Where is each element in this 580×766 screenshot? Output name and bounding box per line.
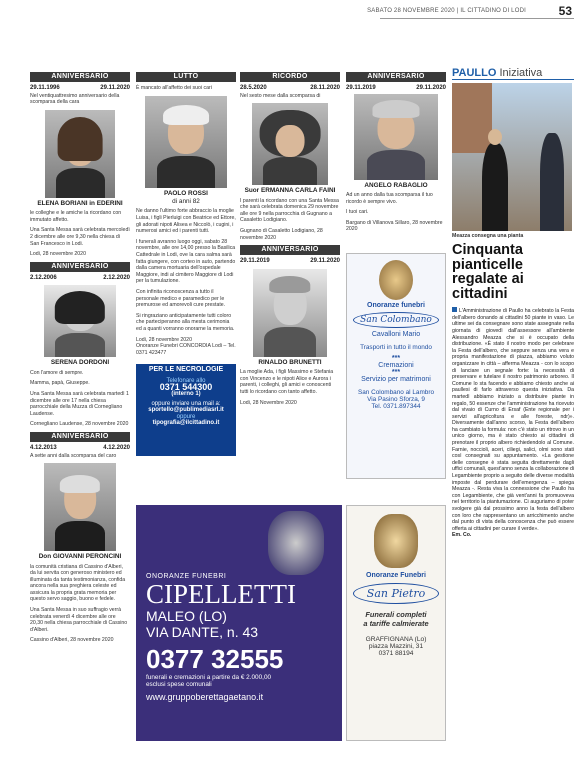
date-from: 29.11.1996	[30, 85, 60, 91]
ad-cipelletti: ONORANZE FUNEBRI CIPELLETTI MALEO (LO) VIA DANTE, n. 43 0377 32555 funerali e cremazioni a partire da € 2.000,00 esclusi spese comunali www.gruppoberettagaetano.it	[136, 505, 342, 741]
christ-image	[268, 511, 324, 575]
header-date: SABATO 28 NOVEMBRE 2020 | IL CITTADINO DI LODI	[367, 8, 526, 14]
phone-link[interactable]: 0371 544300	[159, 382, 213, 393]
notice-boriani: ANNIVERSARIO 29.11.1996 29.11.2020 Nel ventiquattresimo anniversario della scomparsa della cara ELENA BORIANI in EDERINI le colleghe e le amiche la ricordano con immutato affetto. Una Santa Messa sarà celebrata mercoledì 2 dicembre alle ore 9,30 nella chiesa di San Francesco in Lodi. Lodi, 28 novembre 2020	[30, 73, 130, 258]
news-photo	[452, 83, 572, 231]
phone-number: 0377 32555	[146, 644, 284, 674]
photo-caption: Meazza consegna una pianta	[452, 232, 524, 239]
deceased-name: ANGELO RABAGLIO	[364, 181, 428, 189]
notice-band: ANNIVERSARIO	[346, 72, 446, 82]
portrait-photo	[354, 94, 438, 180]
deceased-name: Suor ERMANNA CARLA FAINI	[244, 187, 336, 195]
saint-image	[379, 260, 413, 300]
portrait-photo	[44, 463, 116, 551]
email-link[interactable]: sportello@publimediasrl.it	[148, 407, 224, 414]
ad-san-colombano: Onoranze funebri San Colombano Cavalloni Mario Trasporti in tutto il mondo *** Cremazioni *** Servizio per matrimoni San Colombano al Lambro Via Pasino Sforza, 9 Tel. 0371.897344	[346, 253, 446, 479]
author: Em. Co.	[452, 532, 472, 539]
article-body: L'Amministrazione di Paullo ha celebrato la Festa dell'albero donando ai cittadini 50 piante in vaso. Le ultime sei da consegnare sono state assegnate nella giornata di giovedì dall'assessore all'ambiente Alessandro Meazza che si è occupato della distribuzione. «È stato il nostro modo per celebrare la Festa dell'albero, che seppure senza una vera e propria manifestazione di piazza, abbiamo voluto organizzare in città – afferma Meazza - con lo scopo di lanciare un segnale forte: la necessità di preservare e tutelare il nostro patrimonio arboreo. Il Comune lo sta facendo e abbiamo chiesto anche ai paullesi di farlo attraverso questa iniziativa. Da martedì abbiamo iniziato a distribuire piante in regalo, 50 essenze che l'amministrazione ha ricevuto dal vivaio di Curno di Ersaf (Ente regionale per i servizi all'agricoltura e alle foreste, ndr)». Diversamente dall'anno scorso, la Festa dell'albero ha cambiato la formula: non c'è stato un ritrovo in un unico giorno, ma è stato chiesto ai cittadini di prenotare il proprio albero richiedendolo al Comune. Farnie, noccioli, aceri, ciliegi, salici, olmi sono stati così consegnati su appuntamento. «La gestione delle consegne è stata seguita direttamente dagli uffici comunali, quest'anno senza la collaborazione di Legambiente proprio a seguito delle diverse modalità imposte dal perdurare dell'emergenza – spiega Meazza -. Resta viva la connessione che Paullo ha con Legambiente, che già vent'anni fa promuoveva nel territorio la piantumazione. Ci auguriamo di poter svolgere già dal prossimo anno la festa dell'albero con loro che rappresentano un arricchimento anche dal punto di vista della conoscenza che può essere offerta ai cittadini per curare il verde».	[452, 308, 575, 532]
date-to: 29.11.2020	[100, 85, 130, 91]
notice-dordoni: ANNIVERSARIO 2.12.2006 2.12.2020 SERENA DORDONI Con l'amore di sempre. Mamma, papà, Giuseppe. Una Santa Messa sarà celebrata martedì 1 dicembre alle ore 17 nella chiesa parrocchiale della Muzza di Cornegliano Laudense. Cornegliano Laudense, 28 novembre 2020	[30, 262, 130, 428]
notice-brunetti: ANNIVERSARIO 29.11.2019 29.11.2020 RINALDO BRUNETTI La moglie Ada, i figli Massimo e Stefania con Vincenzo e le nipoti Alice e Aurora i parenti, i colleghi, gli amici e conoscenti tutti lo ricordano con tanto affetto. Lodi, 28 Novembre 2020	[240, 246, 340, 406]
notice-band: LUTTO	[136, 72, 236, 82]
portrait-photo	[145, 96, 227, 188]
notice-band: ANNIVERSARIO	[30, 432, 130, 442]
deceased-name: ELENA BORIANI in EDERINI	[37, 199, 123, 207]
header-rule	[380, 18, 574, 19]
news-article	[452, 67, 575, 539]
deceased-name: RINALDO BRUNETTI	[258, 358, 322, 366]
deceased-name: SERENA DORDONI	[50, 359, 110, 367]
column-4: ANNIVERSARIO 29.11.2019 29.11.2020 ANGELO RABAGLIO Ad un anno dalla tua scomparsa il tuo ricordo è sempre vivo. I tuoi cari. Bargano di Villanova Sillaro, 28 novembre 2020	[346, 73, 446, 233]
deceased-name: Don GIOVANNI PERONCINI	[38, 553, 122, 561]
page-header	[0, 0, 580, 22]
notice-rossi: LUTTO È mancato all'affetto dei suoi cari PAOLO ROSSI di anni 82 Ne danno l'ultimo forte abbraccio la moglie Luisa, i figli Pierluigi con Beatrice ed Ettore, gli adorati nipoti Alisea e Niccolò, i cugini, i numerosi amici ed i parenti tutti. I funerali avranno luogo oggi, sabato 28 novembre, alle ore 14,00 presso la Basilica Cattedrale in Lodi, ove la cara salma sarà fatta giungere, con corteo in auto, partendo dalla camera mortuaria dell'ospedale Maggiore, indi al cimitero Maggiore di Lodi per la tumulazione. Con infinita riconoscenza a tutto il personale medico e paramedico per le premurose ed amorevoli cure prestate. Si ringraziano anticipatamente tutti coloro che parteciperanno alla mesta cerimonia ed a quanti vorranno onorarne la memoria. Lodi, 28 novembre 2020 Onoranze Funebri CONCORDIA Lodi – Tel. 0371 423477	[136, 73, 236, 356]
portrait-photo	[253, 269, 327, 357]
necrologie-box: PER LE NECROLOGIE Telefonare allo 0371 544300 (interno 1) oppure inviare una mail a: sportello@publimediasrl.it oppure tipografia@ilcittadino.it	[136, 364, 236, 456]
deceased-name: PAOLO ROSSI	[164, 189, 208, 197]
notice-peroncini: ANNIVERSARIO 4.12.2013 4.12.2020 A sette anni dalla scomparsa del caro Don GIOVANNI PERONCINI la comunità cristiana di Cassino d'Alberi, da lui servita con generoso ministero ed illuminata da tanta testimonianza, confida ancora nella sua preghiera celeste ed assicura la propria grata memoria per questo servo saggio, buono e fedele. Una Santa Messa in suo suffragio verrà celebrata venerdì 4 dicembre alle ore 20,30 nella chiesa parrocchiale di Cassino d'Alberi. Cassino d'Alberi, 28 novembre 2020	[30, 432, 130, 644]
column-3: RICORDO 28.5.2020 28.11.2020 Nel sesto mese dalla scomparsa di Suor ERMANNA CARLA FAINI I parenti la ricordano con una Santa Messa che sarà celebrata domenica 29 novembre alle ore 9 nella parrocchia di Gugnano a Casaletto Lodigiano. Gugnano di Casaletto Lodigiano, 28 novembre 2020 ANNIVERSARIO 29.11.2019 29.11.2020 RINALDO BRUNETTI La moglie Ada, i figli Massimo e Stefania con Vincenzo e le nipoti Alice e Aurora i parenti, i colleghi, gli amici e conoscenti tutti lo ricordano con tanto affetto. Lodi, 28 Novembre 2020	[240, 73, 340, 406]
email-link[interactable]: tipografia@ilcittadino.it	[152, 420, 220, 427]
notice-band: RICORDO	[240, 72, 340, 82]
page-number: 53	[558, 4, 572, 18]
headline: Cinquanta pianticelle regalate ai cittadini	[452, 242, 524, 302]
kicker: PAULLO	[452, 67, 497, 79]
notice-intro: Nel ventiquattresimo anniversario della scomparsa della cara	[30, 92, 120, 106]
portrait-photo	[44, 285, 116, 357]
saint-image	[374, 514, 418, 568]
ad-san-pietro: Onoranze Funebri San Pietro Funerali completi a tariffe calmierate GRAFFIGNANA (Lo) piazza Mazzini, 31 0371 88194	[346, 505, 446, 741]
notice-band: ANNIVERSARIO	[30, 72, 130, 82]
portrait-photo	[45, 110, 115, 198]
notice-band: ANNIVERSARIO	[30, 262, 130, 272]
column-2	[136, 72, 236, 456]
column-1	[30, 72, 130, 648]
section: Iniziativa	[499, 67, 543, 79]
website-link[interactable]: www.gruppoberettagaetano.it	[146, 692, 264, 702]
portrait-photo	[252, 103, 328, 185]
